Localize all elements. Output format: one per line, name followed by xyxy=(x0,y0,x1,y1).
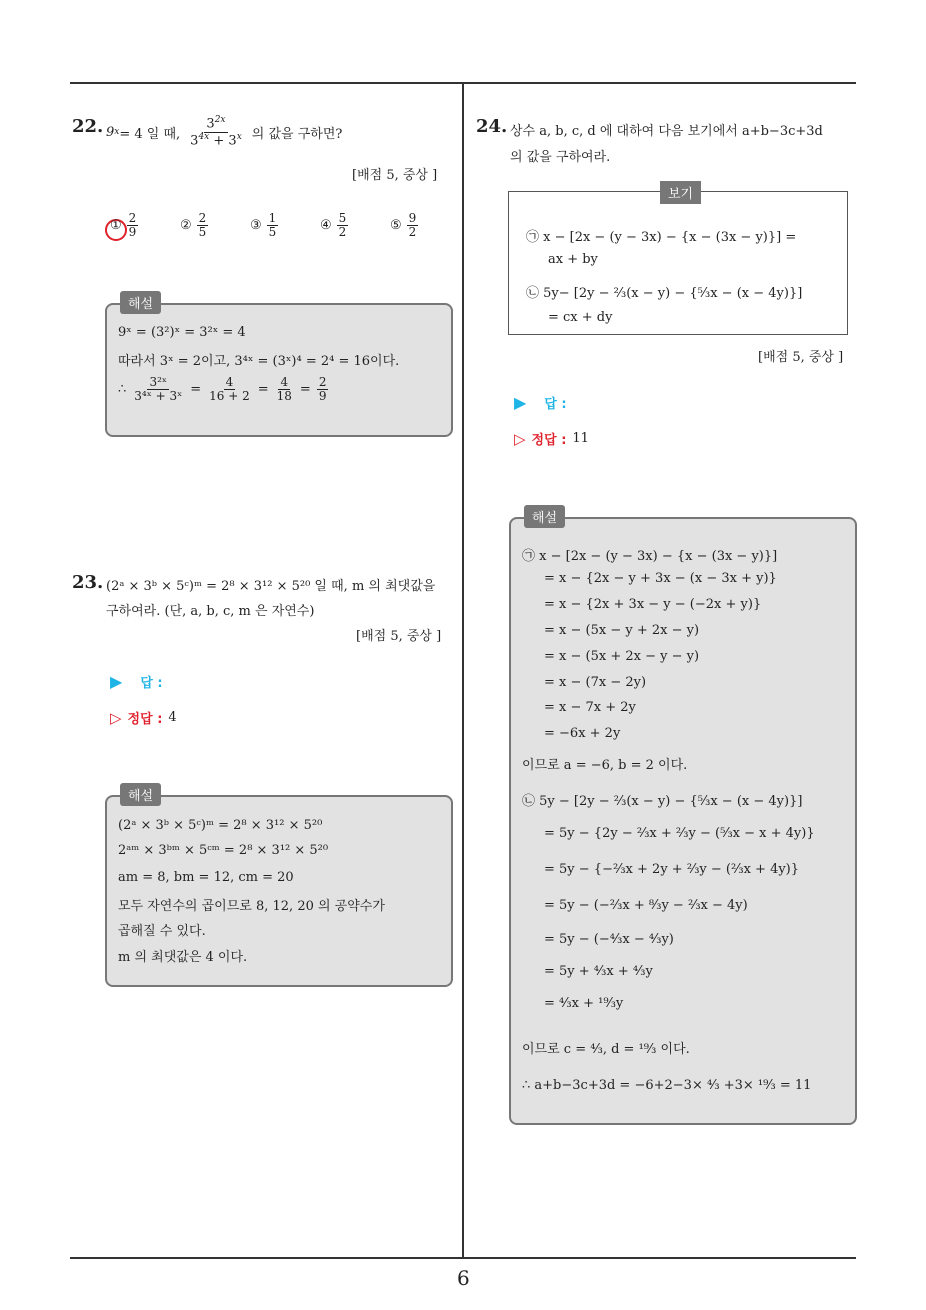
q23-score: [배점 5, 중상 ] xyxy=(356,629,442,644)
q22-solution-box xyxy=(105,303,453,437)
q24-answer-row[interactable] xyxy=(514,393,567,412)
q24-number: 24. xyxy=(476,116,508,137)
q24-sol-line-17: 이므로 c = ⁴⁄₃, d = ¹⁹⁄₃ 이다. xyxy=(522,1042,690,1057)
play-icon: ▶ xyxy=(110,672,123,691)
q24-prompt-line-2: 의 값을 구하여라. xyxy=(510,150,611,165)
frac-num: 3²ˣ xyxy=(149,375,168,389)
q24-correct-row xyxy=(514,429,589,448)
q23-sol-line-5: 곱해질 수 있다. xyxy=(118,924,206,939)
choice-den: 5 xyxy=(268,225,277,240)
q22-frac-den-exp2: x xyxy=(236,131,242,142)
q24-prompt-line-1: 상수 a, b, c, d 에 대하여 다음 보기에서 a+b−3c+3d xyxy=(510,124,823,139)
q24-sol-line-5: = x − (5x + 2x − y − y) xyxy=(544,649,700,664)
choice-number: ④ xyxy=(320,218,332,234)
q24-sol-line-8: = −6x + 2y xyxy=(544,726,621,741)
q22-choice-4[interactable] xyxy=(320,212,350,239)
q22-fraction xyxy=(188,116,244,148)
frac-den: 16 + 2 xyxy=(209,389,250,404)
q23-answer-label: 답 : xyxy=(140,676,163,691)
q23-prompt-line-1: (2ᵃ × 3ᵇ × 5ᶜ)ᵐ = 2⁸ × 3¹² × 5²⁰ 일 때, m 의 최댓값을 xyxy=(106,579,436,594)
frac-den: 18 xyxy=(276,389,292,404)
q24-sol-line-1: ㉠ x − [2x − (y − 3x) − {x − (3x − y)}] xyxy=(522,549,778,564)
play-icon: ▶ xyxy=(514,393,527,412)
q24-sol-line-11: = 5y − {2y − ²⁄₃x + ²⁄₃y − (⁵⁄₃x − x + 4y)} xyxy=(544,826,815,841)
q24-sol-line-15: = 5y + ⁴⁄₃x + ⁴⁄₃y xyxy=(544,964,653,979)
q23-sol-line-2: 2ᵃᵐ × 3ᵇᵐ × 5ᶜᵐ = 2⁸ × 3¹² × 5²⁰ xyxy=(118,843,329,858)
choice-number: ⑤ xyxy=(390,218,402,234)
q24-sol-line-4: = x − (5x − y + 2x − y) xyxy=(544,623,700,638)
frac-den: 9 xyxy=(318,389,327,404)
q23-correct-label: 정답 : xyxy=(127,712,163,727)
choice-number: ① xyxy=(110,218,122,234)
therefore-symbol: ∴ xyxy=(118,382,127,398)
q24-bogi-line-1: ㉠ x − [2x − (y − 3x) − {x − (3x − y)}] = xyxy=(526,230,797,245)
q23-sol-line-6: m 의 최댓값은 4 이다. xyxy=(118,950,248,965)
q24-sol-line-18: ∴ a+b−3c+3d = −6+2−3× ⁴⁄₃ +3× ¹⁹⁄₃ = 11 xyxy=(522,1078,812,1093)
choice-number: ② xyxy=(180,218,192,234)
q22-choice-5[interactable] xyxy=(390,212,420,239)
frac-den: 3⁴ˣ + 3ˣ xyxy=(134,389,183,404)
q23-prompt-line-2: 구하여라. (단, a, b, c, m 은 자연수) xyxy=(106,604,315,619)
q23-answer-row[interactable] xyxy=(110,672,163,691)
choice-number: ③ xyxy=(250,218,262,234)
choice-num: 2 xyxy=(128,211,137,225)
frac-num: 4 xyxy=(225,375,234,389)
q22-sol-line-2: 따라서 3ˣ = 2이고, 3⁴ˣ = (3ˣ)⁴ = 2⁴ = 16이다. xyxy=(118,354,400,369)
q22-cond-base: 9 xyxy=(106,124,115,140)
q24-correct-value: 11 xyxy=(572,431,589,446)
page-number: 6 xyxy=(457,1266,470,1290)
bottom-rule xyxy=(70,1257,856,1259)
q24-score: [배점 5, 중상 ] xyxy=(758,350,844,365)
q24-sol-line-9: 이므로 a = −6, b = 2 이다. xyxy=(522,758,688,773)
q22-frac-num: 3 xyxy=(206,116,215,132)
q22-choice-2[interactable] xyxy=(180,212,210,239)
outline-triangle-icon: ▷ xyxy=(110,708,122,727)
q23-sol-line-1: (2ᵃ × 3ᵇ × 5ᶜ)ᵐ = 2⁸ × 3¹² × 5²⁰ xyxy=(118,818,323,833)
choice-den: 2 xyxy=(338,225,347,240)
q23-solution-tag: 해설 xyxy=(120,783,161,806)
choice-den: 9 xyxy=(128,225,137,240)
q24-solution-tag: 해설 xyxy=(524,505,565,528)
q22-number: 22. xyxy=(72,116,104,137)
outline-triangle-icon: ▷ xyxy=(514,429,526,448)
q22-frac-num-exp: 2x xyxy=(214,115,226,125)
q24-sol-line-14: = 5y − (−⁴⁄₃x − ⁴⁄₃y) xyxy=(544,932,674,947)
choice-num: 5 xyxy=(338,211,347,225)
q24-sol-line-3: = x − {2x + 3x − y − (−2x + y)} xyxy=(544,597,762,612)
frac-num: 4 xyxy=(280,375,289,389)
q24-sol-line-10: ㉡ 5y − [2y − ²⁄₃(x − y) − {⁵⁄₃x − (x − 4y)}] xyxy=(522,794,803,809)
q22-choice-3[interactable] xyxy=(250,212,280,239)
q22-solution-tag: 해설 xyxy=(120,291,161,314)
q23-sol-line-3: am = 8, bm = 12, cm = 20 xyxy=(118,870,294,885)
q23-sol-line-4: 모두 자연수의 곱이므로 8, 12, 20 의 공약수가 xyxy=(118,899,385,914)
q24-sol-line-2: = x − {2x − y + 3x − (x − 3x + y)} xyxy=(544,571,777,586)
q22-sol-line-1: 9ˣ = (3²)ˣ = 3²ˣ = 4 xyxy=(118,325,246,340)
q23-correct-value: 4 xyxy=(168,710,177,725)
q24-answer-label: 답 : xyxy=(544,397,567,412)
choice-den: 5 xyxy=(198,225,207,240)
q22-choice-1[interactable] xyxy=(110,212,140,239)
q24-sol-line-6: = x − (7x − 2y) xyxy=(544,675,647,690)
q24-bogi-line-4: = cx + dy xyxy=(548,310,613,325)
q22-prompt-tail: 의 값을 구하면? xyxy=(251,126,343,142)
column-divider xyxy=(462,84,464,1258)
q22-cond-exp: x xyxy=(114,127,120,138)
frac-num: 2 xyxy=(318,375,327,389)
q24-sol-line-13: = 5y − (−²⁄₃x + ⁸⁄₃y − ²⁄₃x − 4y) xyxy=(544,898,748,913)
q22-prompt xyxy=(106,116,342,148)
choice-num: 9 xyxy=(408,211,417,225)
q24-sol-line-16: = ⁴⁄₃x + ¹⁹⁄₃y xyxy=(544,996,624,1011)
choice-num: 2 xyxy=(198,211,207,225)
q22-frac-den-exp1: 4x xyxy=(198,131,210,142)
q24-sol-line-12: = 5y − {−²⁄₃x + 2y + ²⁄₃y − (²⁄₃x + 4y)} xyxy=(544,862,800,877)
q22-frac-den-mid: + 3 xyxy=(209,132,237,148)
choice-num: 1 xyxy=(268,211,277,225)
q24-bogi-line-2: ax + by xyxy=(548,252,598,267)
q22-cond-rest: = 4 일 때, xyxy=(119,126,181,142)
q24-correct-label: 정답 : xyxy=(531,433,567,448)
q23-correct-row xyxy=(110,708,177,727)
q23-number: 23. xyxy=(72,572,104,593)
q24-sol-line-7: = x − 7x + 2y xyxy=(544,700,636,715)
q22-frac-den: 3 xyxy=(190,132,199,148)
choice-den: 2 xyxy=(408,225,417,240)
q22-score: [배점 5, 중상 ] xyxy=(352,168,438,183)
q24-bogi-line-3: ㉡ 5y− [2y − ²⁄₃(x − y) − {⁵⁄₃x − (x − 4y)}] xyxy=(526,286,803,301)
q22-sol-line-3: ∴ $\frac{\text{3²ˣ}}{\text{3⁴ˣ + 3ˣ}}$ = $\frac{4}{16 + 2}$ = $\frac{4}{18}$ = $\frac{2}{9}$ xyxy=(118,375,327,404)
q24-bogi-tag: 보기 xyxy=(660,181,701,204)
